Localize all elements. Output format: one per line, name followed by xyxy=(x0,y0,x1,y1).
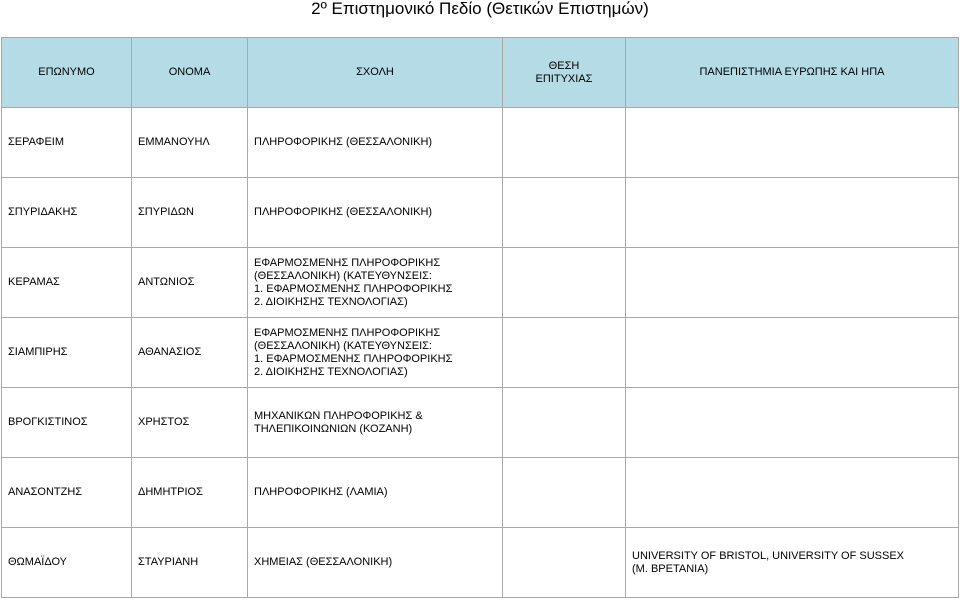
cell-universities xyxy=(626,458,959,528)
cell-name: ΑΝΤΩΝΙΟΣ xyxy=(132,248,248,318)
cell-name: ΣΠΥΡΙΔΩΝ xyxy=(132,178,248,248)
cell-surname: ΣΕΡΑΦΕΙΜ xyxy=(2,108,132,178)
table-row xyxy=(2,388,959,458)
column-header-surname: ΕΠΩΝΥΜΟ xyxy=(2,38,132,108)
cell-surname: ΚΕΡΑΜΑΣ xyxy=(2,248,132,318)
cell-universities xyxy=(626,318,959,388)
cell-surname: ΑΝΑΣΟΝΤΖΗΣ xyxy=(2,458,132,528)
cell-universities xyxy=(626,388,959,458)
cell-rank xyxy=(503,248,626,318)
cell-surname: ΒΡΟΓΚΙΣΤΙΝΟΣ xyxy=(2,388,132,458)
cell-school: ΕΦΑΡΜΟΣΜΕΝΗΣ ΠΛΗΡΟΦΟΡΙΚΗΣ (ΘΕΣΣΑΛΟΝΙΚΗ) (ΚΑΤΕΥΘΥΝΣΕΙΣ: 1. ΕΦΑΡΜΟΣΜΕΝΗΣ ΠΛΗΡΟΦΟΡΙΚΗΣ 2. ΔΙΟΙΚΗΣΗΣ ΤΕΧΝΟΛΟΓΙΑΣ) xyxy=(248,248,503,318)
cell-rank xyxy=(503,108,626,178)
cell-school: ΧΗΜΕΙΑΣ (ΘΕΣΣΑΛΟΝΙΚΗ) xyxy=(248,528,503,598)
page-title-text: 2º Επιστημονικό Πεδίο (Θετικών Επιστημών) xyxy=(311,0,649,18)
table-row xyxy=(2,458,959,528)
cell-name: ΔΗΜΗΤΡΙΟΣ xyxy=(132,458,248,528)
cell-name: ΧΡΗΣΤΟΣ xyxy=(132,388,248,458)
cell-universities xyxy=(626,108,959,178)
cell-surname: ΣΙΑΜΠΙΡΗΣ xyxy=(2,318,132,388)
cell-surname: ΣΠΥΡΙΔΑΚΗΣ xyxy=(2,178,132,248)
cell-school: ΠΛΗΡΟΦΟΡΙΚΗΣ (ΛΑΜΙΑ) xyxy=(248,458,503,528)
cell-name: ΣΤΑΥΡΙΑΝΗ xyxy=(132,528,248,598)
table-row xyxy=(2,318,959,388)
table-header-row xyxy=(2,38,959,108)
table-row xyxy=(2,528,959,598)
table-row xyxy=(2,178,959,248)
cell-rank xyxy=(503,318,626,388)
cell-rank xyxy=(503,178,626,248)
cell-school: ΕΦΑΡΜΟΣΜΕΝΗΣ ΠΛΗΡΟΦΟΡΙΚΗΣ (ΘΕΣΣΑΛΟΝΙΚΗ) (ΚΑΤΕΥΘΥΝΣΕΙΣ: 1. ΕΦΑΡΜΟΣΜΕΝΗΣ ΠΛΗΡΟΦΟΡΙΚΗΣ 2. ΔΙΟΙΚΗΣΗΣ ΤΕΧΝΟΛΟΓΙΑΣ) xyxy=(248,318,503,388)
cell-name: ΑΘΑΝΑΣΙΟΣ xyxy=(132,318,248,388)
cell-rank xyxy=(503,458,626,528)
page-title xyxy=(0,0,960,37)
cell-rank xyxy=(503,528,626,598)
cell-universities xyxy=(626,248,959,318)
column-header-universities: ΠΑΝΕΠΙΣΤΗΜΙΑ ΕΥΡΩΠΗΣ ΚΑΙ ΗΠΑ xyxy=(626,38,959,108)
cell-surname: ΘΩΜΑΪΔΟΥ xyxy=(2,528,132,598)
cell-school: ΠΛΗΡΟΦΟΡΙΚΗΣ (ΘΕΣΣΑΛΟΝΙΚΗ) xyxy=(248,178,503,248)
cell-school: ΜΗΧΑΝΙΚΩΝ ΠΛΗΡΟΦΟΡΙΚΗΣ & ΤΗΛΕΠΙΚΟΙΝΩΝΙΩΝ (ΚΟΖΑΝΗ) xyxy=(248,388,503,458)
cell-universities: UNIVERSITY OF BRISTOL, UNIVERSITY OF SUSSEX (Μ. ΒΡΕΤΑΝΙΑ) xyxy=(626,528,959,598)
table-row xyxy=(2,248,959,318)
cell-school: ΠΛΗΡΟΦΟΡΙΚΗΣ (ΘΕΣΣΑΛΟΝΙΚΗ) xyxy=(248,108,503,178)
table-row xyxy=(2,108,959,178)
column-header-rank: ΘΕΣΗ ΕΠΙΤΥΧΙΑΣ xyxy=(503,38,626,108)
column-header-name: ΟΝΟΜΑ xyxy=(132,38,248,108)
column-header-school: ΣΧΟΛΗ xyxy=(248,38,503,108)
cell-name: ΕΜΜΑΝΟΥΗΛ xyxy=(132,108,248,178)
cell-rank xyxy=(503,388,626,458)
results-table xyxy=(1,37,959,598)
cell-universities xyxy=(626,178,959,248)
